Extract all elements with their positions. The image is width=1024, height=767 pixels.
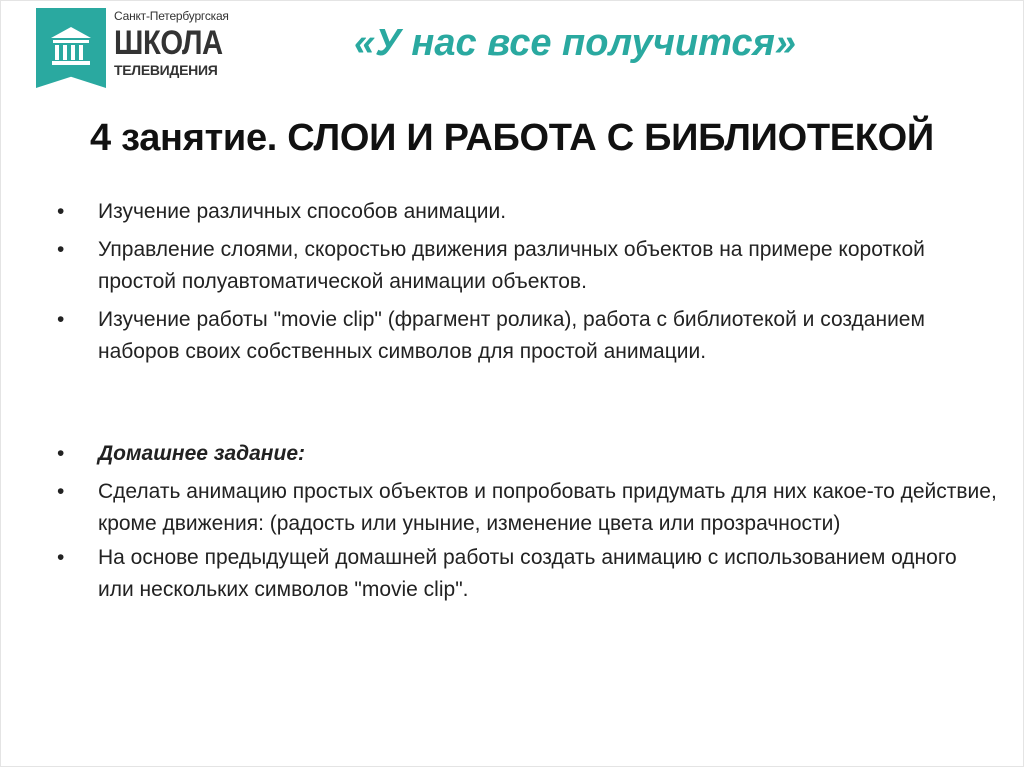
list-item xyxy=(57,196,997,228)
bullet-list xyxy=(57,196,997,612)
logo-text xyxy=(114,8,240,77)
school-logo xyxy=(36,8,240,90)
motto: «У нас все получится» xyxy=(354,22,797,64)
list-item xyxy=(57,234,997,298)
logo-school: ШКОЛА xyxy=(114,24,223,62)
page-title: 4 занятие. СЛОИ И РАБОТА С БИБЛИОТЕКОЙ xyxy=(90,117,934,159)
homework-heading: Домашнее задание: xyxy=(98,442,305,465)
logo-city: Санкт-Петербургская xyxy=(114,9,229,23)
bullet-icon: • xyxy=(57,308,65,331)
list-item-text: На основе предыдущей домашней работы создать анимацию с использованием одного или нескольких символов "movie clip". xyxy=(98,546,957,601)
list-item xyxy=(57,542,997,606)
list-item-text: Изучение различных способов анимации. xyxy=(98,200,507,223)
list-item xyxy=(57,438,997,470)
list-item xyxy=(57,304,997,368)
bullet-icon: • xyxy=(57,238,65,261)
bullet-icon: • xyxy=(57,442,65,465)
list-item-text: Управление слоями, скоростью движения различных объектов на примере короткой простой полуавтоматической анимации объектов. xyxy=(98,238,925,293)
bullet-icon: • xyxy=(57,480,65,503)
list-item xyxy=(57,476,997,540)
logo-tv: ТЕЛЕВИДЕНИЯ xyxy=(114,62,218,78)
bullet-icon: • xyxy=(57,200,65,223)
list-item-text: Изучение работы "movie clip" (фрагмент ролика), работа с библиотекой и созданием наборов своих собственных символов для простой анимации. xyxy=(98,308,925,363)
bullet-icon: • xyxy=(57,546,65,569)
columns-building-icon xyxy=(36,8,106,88)
list-item-text: Сделать анимацию простых объектов и попробовать придумать для них какое-то действие, кроме движения: (радость или уныние, изменение цвета или прозрачности) xyxy=(98,480,997,535)
